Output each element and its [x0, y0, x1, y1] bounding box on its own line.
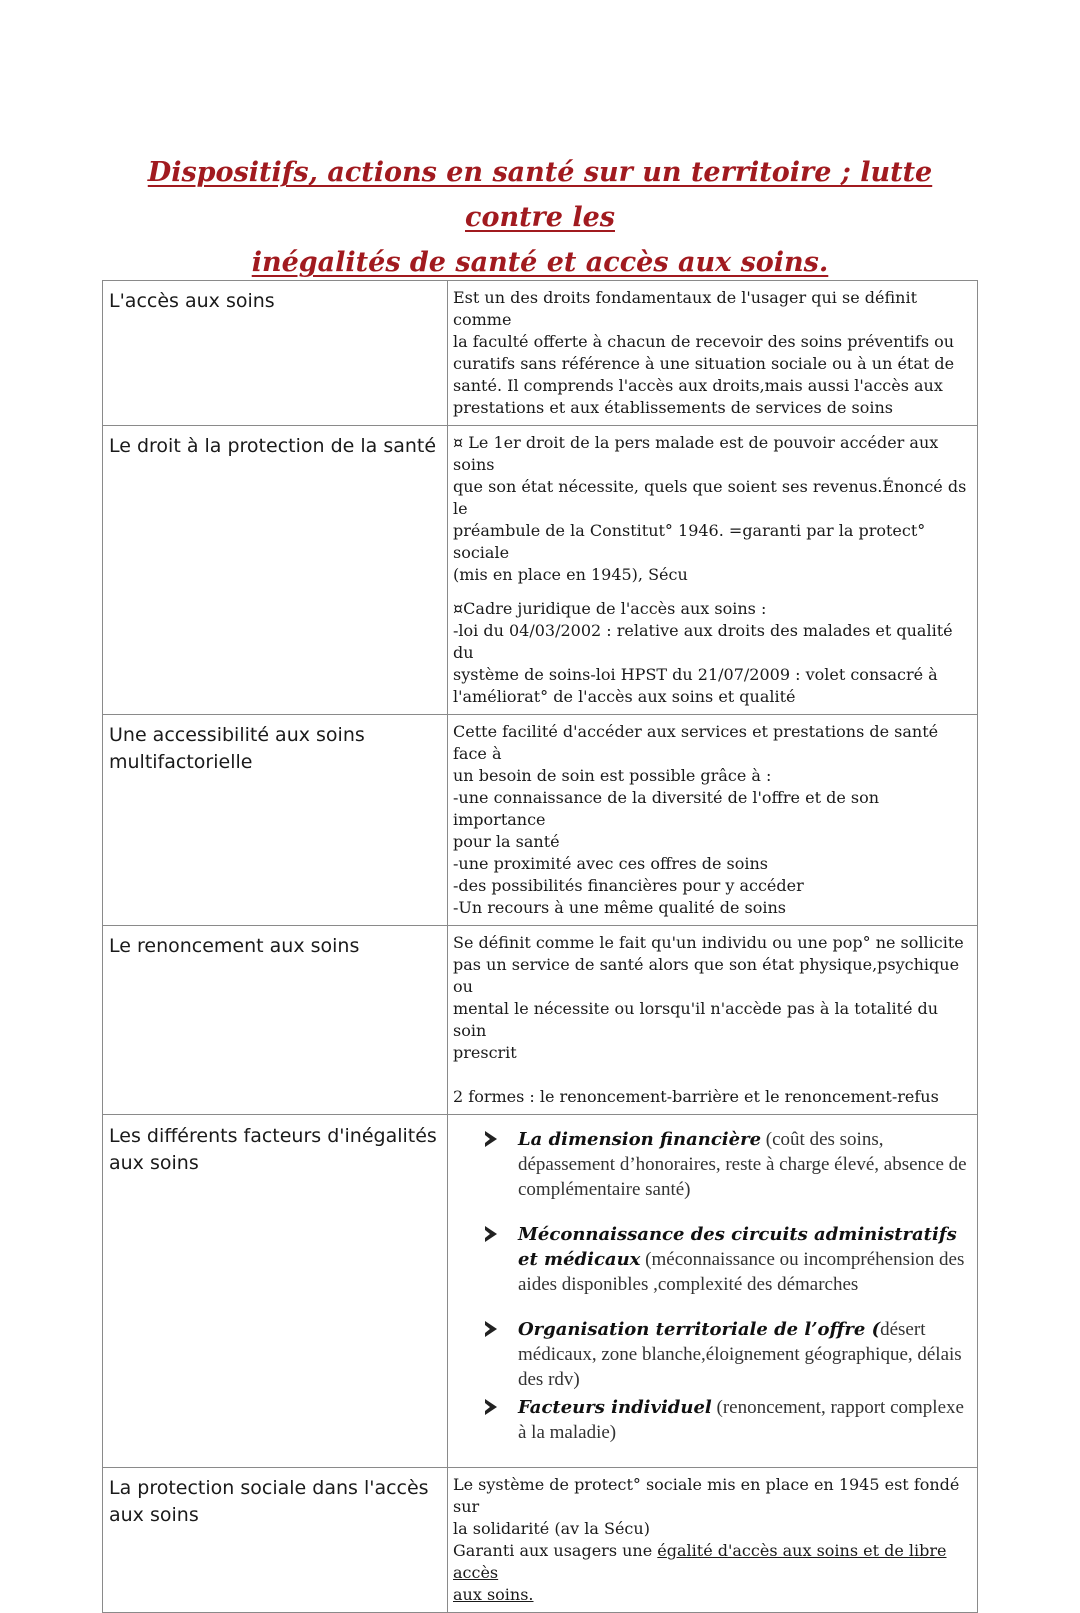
- page-title: [100, 150, 980, 285]
- text-line: mental le nécessite ou lorsqu'il n'accède pas à la totalité du soin: [453, 999, 939, 1040]
- row-label: La protection sociale dans l'accès aux soins: [103, 1468, 448, 1613]
- bullet-text: (méconnaissance ou incompréhension des aides disponibles ,complexité des démarches: [518, 1249, 965, 1295]
- title-line-2: inégalités de santé et accès aux soins.: [251, 247, 829, 278]
- text-line: -des possibilités financières pour y accéder: [453, 876, 804, 895]
- text-line: la solidarité (av la Sécu): [453, 1519, 650, 1538]
- arrow-bullet-icon: [485, 1226, 497, 1242]
- arrow-bullet-icon: [485, 1321, 497, 1337]
- text-line: la faculté offerte à chacun de recevoir des soins préventifs ou: [453, 332, 955, 351]
- text-line: préambule de la Constitut° 1946. =garanti par la protect° sociale: [453, 521, 926, 562]
- bullet-text: (renoncement, rapport complexe à la maladie): [518, 1397, 964, 1443]
- table-row: [103, 1115, 978, 1468]
- text-prefix: Garanti aux usagers une: [453, 1541, 658, 1560]
- list-item: [483, 1127, 971, 1202]
- text-line: [453, 1540, 971, 1584]
- text-line: l'améliorat° de l'accès aux soins et qualité: [453, 687, 796, 706]
- text-line: système de soins-loi HPST du 21/07/2009 : volet consacré à: [453, 665, 938, 684]
- row-content: [448, 426, 978, 715]
- bullet-text: désert médicaux, zone blanche,éloignement géographique, délais des rdv): [518, 1319, 962, 1390]
- bullet-keyword: Organisation territoriale de l’offre (: [518, 1319, 881, 1340]
- table-row: [103, 926, 978, 1115]
- underlined-text: égalité d'accès aux soins et de libre accès: [453, 1541, 947, 1582]
- row-content: [448, 715, 978, 926]
- list-item: [483, 1395, 971, 1445]
- table-row: [103, 715, 978, 926]
- text-line: que son état nécessite, quels que soient ses revenus.Énoncé ds le: [453, 477, 967, 518]
- text-line: Se définit comme le fait qu'un individu ou une pop° ne sollicite: [453, 933, 964, 952]
- row-label: Une accessibilité aux soins multifactorielle: [103, 715, 448, 926]
- row-label: Le droit à la protection de la santé: [103, 426, 448, 715]
- text-line: pas un service de santé alors que son état physique,psychique ou: [453, 955, 960, 996]
- text-line: Le système de protect° sociale mis en place en 1945 est fondé sur: [453, 1475, 960, 1516]
- table-row: [103, 281, 978, 426]
- bullet-keyword: Facteurs individuel: [518, 1397, 712, 1418]
- text-line: ¤ Le 1er droit de la pers malade est de pouvoir accéder aux soins: [453, 433, 939, 474]
- underlined-text: aux soins.: [453, 1585, 534, 1604]
- row-content: [448, 926, 978, 1115]
- table-row: [103, 426, 978, 715]
- row-label: Le renoncement aux soins: [103, 926, 448, 1115]
- title-line-1: Dispositifs, actions en santé sur un territoire ; lutte contre les: [147, 157, 933, 233]
- bullet-keyword: Méconnaissance des circuits administratifs et médicaux: [518, 1224, 957, 1270]
- text-line: prestations et aux établissements de services de soins: [453, 398, 894, 417]
- row-content: [448, 1468, 978, 1613]
- row-label: L'accès aux soins: [103, 281, 448, 426]
- list-item: [483, 1222, 971, 1297]
- row-content: [448, 1115, 978, 1468]
- text-line: curatifs sans référence à une situation sociale ou à un état de: [453, 354, 955, 373]
- text-line: 2 formes : le renoncement-barrière et le renoncement-refus: [453, 1087, 939, 1106]
- text-line: prescrit: [453, 1043, 517, 1062]
- row-content: [448, 281, 978, 426]
- arrow-bullet-icon: [485, 1131, 497, 1147]
- row-label: Les différents facteurs d'inégalités aux soins: [103, 1115, 448, 1468]
- text-line: Est un des droits fondamentaux de l'usager qui se définit comme: [453, 288, 918, 329]
- text-line: -Un recours à une même qualité de soins: [453, 898, 786, 917]
- text-line: -une connaissance de la diversité de l'offre et de son importance: [453, 788, 880, 829]
- table-row: [103, 1468, 978, 1613]
- text-line: santé. Il comprends l'accès aux droits,mais aussi l'accès aux: [453, 376, 943, 395]
- text-line: ¤Cadre juridique de l'accès aux soins :: [453, 599, 767, 618]
- bullet-keyword: La dimension financière: [518, 1129, 762, 1150]
- list-item: [483, 1317, 971, 1392]
- arrow-bullet-icon: [485, 1399, 497, 1415]
- text-line: un besoin de soin est possible grâce à :: [453, 766, 772, 785]
- text-line: pour la santé: [453, 832, 560, 851]
- text-line: (mis en place en 1945), Sécu: [453, 565, 688, 584]
- factor-list: [453, 1121, 971, 1449]
- text-line: -une proximité avec ces offres de soins: [453, 854, 769, 873]
- text-line: Cette facilité d'accéder aux services et prestations de santé face à: [453, 722, 939, 763]
- bullet-text: (coût des soins, dépassement d’honoraires, reste à charge élevé, absence de complémentaire santé): [518, 1129, 967, 1200]
- text-line: -loi du 04/03/2002 : relative aux droits des malades et qualité du: [453, 621, 953, 662]
- content-table: [102, 280, 978, 1613]
